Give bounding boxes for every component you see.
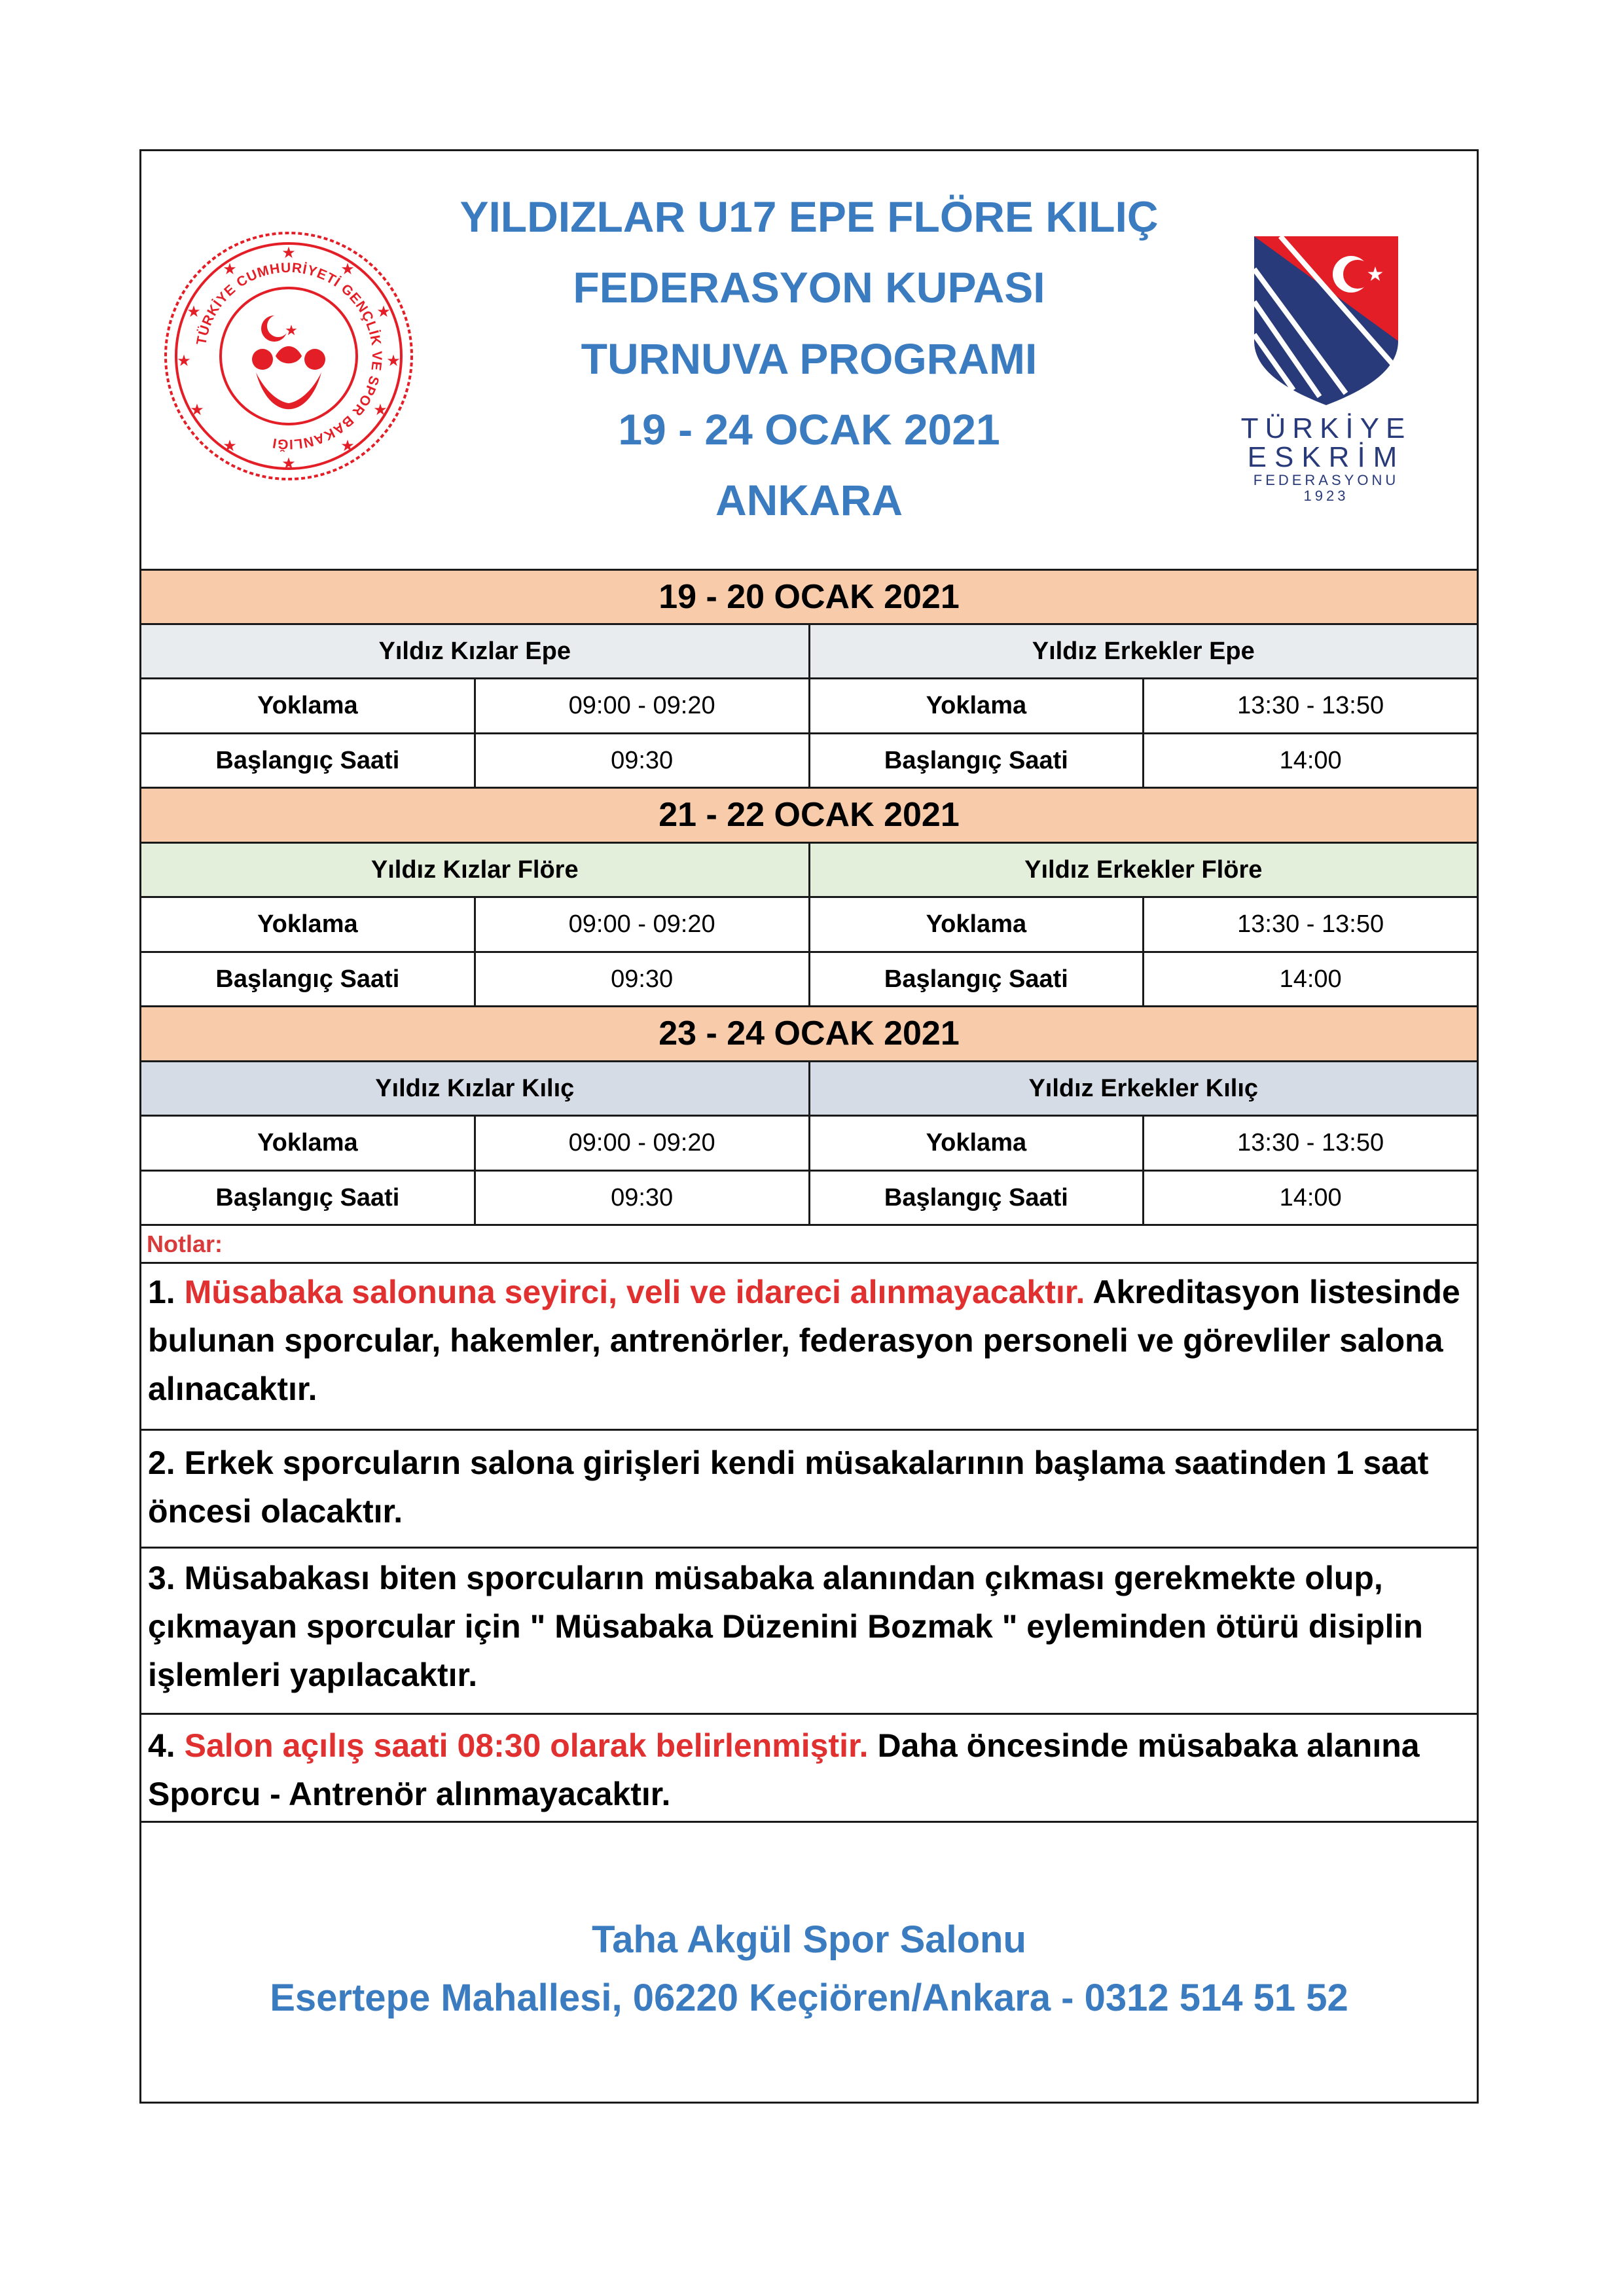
venue-address: Esertepe Mahallesi, 06220 Keçiören/Ankara - 0312 514 51 52 — [270, 1977, 1348, 2019]
svg-text:★: ★ — [223, 437, 237, 455]
note-4 — [141, 1713, 1477, 1821]
note-highlight: Müsabaka salonuna seyirci, veli ve idareci alınmayacaktır. — [184, 1274, 1085, 1310]
date-row: 23 - 24 OCAK 2021 — [141, 1005, 1477, 1060]
category-row — [141, 1060, 1477, 1115]
program-document — [139, 149, 1479, 2104]
svg-text:★: ★ — [340, 260, 355, 278]
date-row: 19 - 20 OCAK 2021 — [141, 569, 1477, 623]
note-3 — [141, 1547, 1477, 1713]
cell-value: 14:00 — [1279, 1184, 1342, 1211]
venue-name: Taha Akgül Spor Salonu — [592, 1918, 1026, 1961]
svg-text:★: ★ — [281, 244, 296, 262]
cell-label: Yoklama — [141, 679, 476, 732]
note-text: Akreditasyon listesinde bulunan sporcular, hakemler, antrenörler, federasyon personeli ve görevliler salona alınacaktır. — [148, 1274, 1460, 1407]
table-row — [141, 677, 1477, 732]
note-number: 2. — [148, 1444, 185, 1481]
cell-label: Başlangıç Saati — [810, 734, 1145, 787]
title-line-1: YILDIZLAR U17 EPE FLÖRE KILIÇ — [460, 192, 1159, 241]
notes-header — [141, 1224, 1477, 1262]
title-line-5: ANKARA — [715, 476, 903, 524]
table-row — [141, 732, 1477, 787]
cell-label: Yoklama — [810, 1117, 1145, 1170]
cell-value: 14:00 — [1279, 747, 1342, 774]
cell-value: 13:30 - 13:50 — [1237, 692, 1384, 719]
svg-text:★: ★ — [187, 303, 201, 321]
cell-value: 09:30 — [476, 953, 810, 1005]
date-row: 21 - 22 OCAK 2021 — [141, 787, 1477, 842]
svg-text:TÜRKİYE CUMHURİYETİ GENÇLİK VE: TÜRKİYE CUMHURİYETİ GENÇLİK VE SPOR BAKANLIĞI — [194, 260, 385, 452]
logo-text-eskrim: ESKRİM — [1247, 441, 1405, 473]
category-left: Yıldız Kızlar Epe — [141, 625, 810, 677]
cell-label: Başlangıç Saati — [141, 734, 476, 787]
note-number: 1. — [148, 1274, 185, 1310]
cell-value: 14:00 — [1279, 965, 1342, 993]
svg-text:★: ★ — [223, 260, 237, 278]
svg-text:★: ★ — [386, 352, 401, 370]
cell-label: Başlangıç Saati — [810, 1172, 1145, 1224]
note-text: Daha öncesinde müsabaka alanına Sporcu - Antrenör alınmayacaktır. — [148, 1727, 1420, 1812]
note-number: 4. — [148, 1727, 185, 1764]
category-left: Yıldız Kızlar Kılıç — [141, 1062, 810, 1115]
title-line-4: 19 - 24 OCAK 2021 — [618, 405, 1000, 454]
notes-label: Notlar: — [147, 1230, 223, 1257]
table-row — [141, 896, 1477, 951]
logo-text-turkiye: TÜRKİYE — [1241, 412, 1411, 444]
footer — [141, 1821, 1477, 2104]
note-text: Müsabakası biten sporcuların müsabaka alanından çıkması gerekmekte olup, çıkmayan sporcular için " Müsabaka Düzenini Bozmak " eyleminden ötürü disiplin işlemleri yapılacaktır. — [148, 1560, 1423, 1693]
table-row — [141, 1170, 1477, 1224]
cell-label: Başlangıç Saati — [141, 953, 476, 1005]
note-1 — [141, 1262, 1477, 1429]
category-left: Yıldız Kızlar Flöre — [141, 844, 810, 896]
category-right: Yıldız Erkekler Kılıç — [1028, 1075, 1259, 1102]
note-highlight: Salon açılış saati 08:30 olarak belirlenmiştir. — [184, 1727, 869, 1764]
table-row — [141, 1115, 1477, 1170]
svg-text:★: ★ — [373, 401, 388, 419]
note-number: 3. — [148, 1560, 185, 1596]
cell-label: Yoklama — [141, 898, 476, 951]
svg-text:★: ★ — [285, 322, 298, 338]
cell-value: 13:30 - 13:50 — [1237, 910, 1384, 938]
table-row — [141, 951, 1477, 1005]
note-2 — [141, 1429, 1477, 1547]
cell-label: Yoklama — [810, 679, 1145, 732]
logo-text-year: 1923 — [1303, 488, 1349, 504]
svg-text:★: ★ — [190, 401, 204, 419]
category-right: Yıldız Erkekler Epe — [1032, 637, 1255, 665]
cell-value: 09:00 - 09:20 — [476, 679, 810, 732]
svg-text:★: ★ — [177, 352, 191, 370]
category-right: Yıldız Erkekler Flöre — [1024, 856, 1263, 884]
note-text: Erkek sporcuların salona girişleri kendi müsakalarının başlama saatinden 1 saat öncesi olacaktır. — [148, 1444, 1429, 1530]
logo-text-federasyonu: FEDERASYONU — [1253, 472, 1399, 488]
cell-value: 09:30 — [476, 1172, 810, 1224]
cell-label: Yoklama — [141, 1117, 476, 1170]
title-line-3: TURNUVA PROGRAMI — [581, 334, 1038, 383]
svg-text:★: ★ — [281, 455, 296, 473]
svg-text:★: ★ — [376, 303, 391, 321]
title-line-2: FEDERASYON KUPASI — [573, 263, 1045, 312]
cell-value: 09:00 - 09:20 — [476, 898, 810, 951]
cell-value: 09:00 - 09:20 — [476, 1117, 810, 1170]
cell-label: Başlangıç Saati — [141, 1172, 476, 1224]
category-row — [141, 623, 1477, 677]
cell-value: 13:30 - 13:50 — [1237, 1129, 1384, 1157]
svg-text:★: ★ — [340, 437, 355, 455]
fencing-federation-logo — [1241, 230, 1411, 505]
header — [141, 151, 1477, 569]
cell-value: 09:30 — [476, 734, 810, 787]
svg-text:★: ★ — [1366, 264, 1384, 285]
category-row — [141, 842, 1477, 896]
cell-label: Yoklama — [810, 898, 1145, 951]
cell-label: Başlangıç Saati — [810, 953, 1145, 1005]
